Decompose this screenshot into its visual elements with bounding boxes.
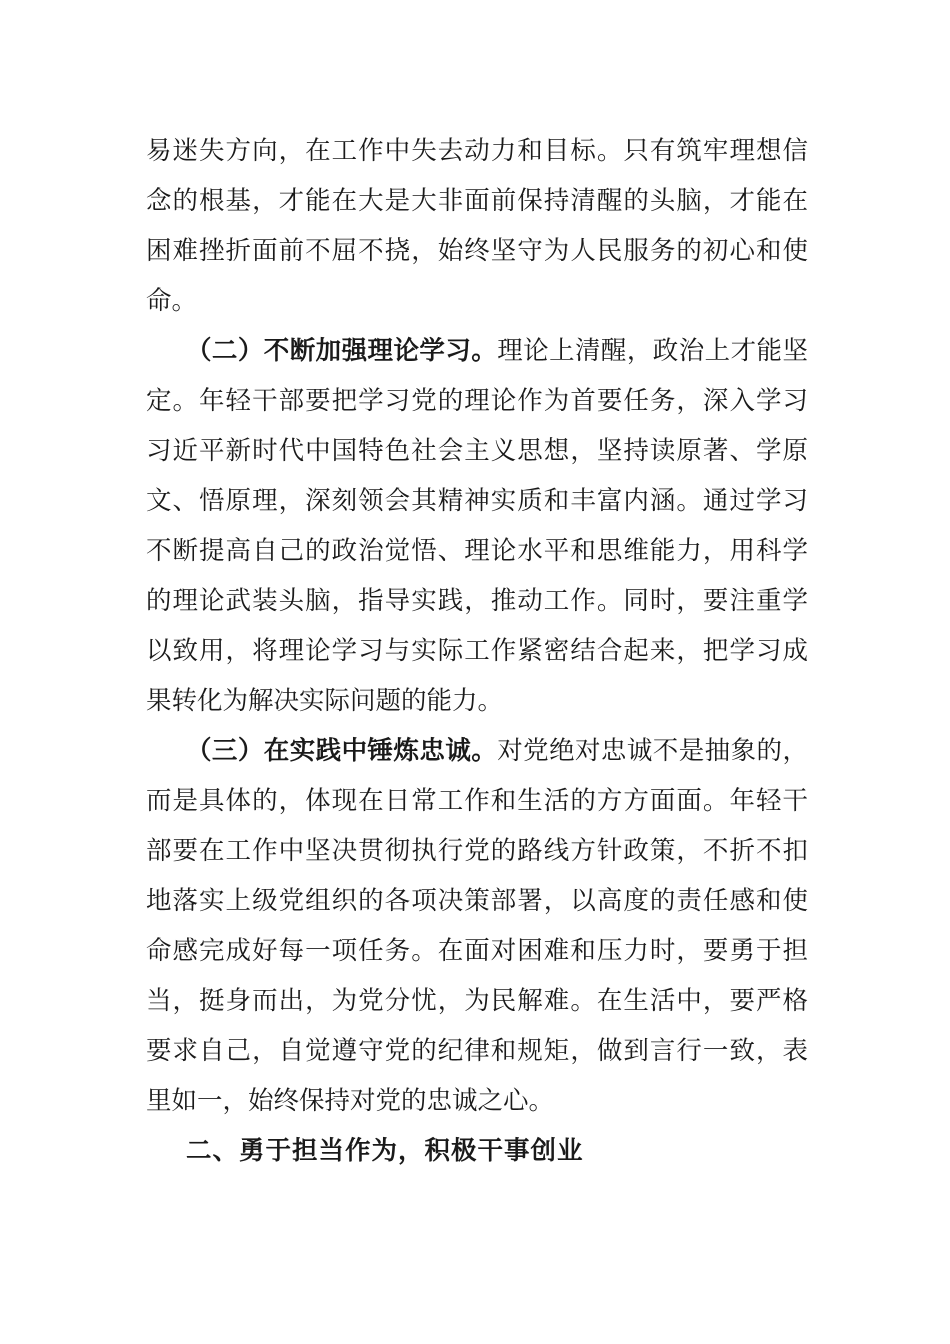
text-line: 部要在工作中坚决贯彻执行党的路线方针政策，不折不扣 [146, 836, 808, 866]
text-run: 理论上清醒，政治上才能坚 [497, 336, 808, 366]
subsection-heading: （二）不断加强理论学习。 [186, 336, 498, 366]
text-run: 对党绝对忠诚不是抽象的， [497, 736, 808, 766]
text-line: 定。年轻干部要把学习党的理论作为首要任务，深入学习 [146, 386, 808, 416]
text-line: 易迷失方向，在工作中失去动力和目标。只有筑牢理想信 [146, 136, 808, 166]
text-line: 而是具体的，体现在日常工作和生活的方方面面。年轻干 [146, 786, 808, 816]
text-line: 文、悟原理，深刻领会其精神实质和丰富内涵。通过学习 [146, 486, 808, 516]
document-page [146, 126, 808, 1176]
text-line [146, 326, 808, 376]
text-line: 果转化为解决实际问题的能力。 [146, 686, 504, 716]
text-line: 命感完成好每一项任务。在面对困难和压力时，要勇于担 [146, 936, 808, 966]
text-line: 命。 [146, 286, 198, 316]
text-line: 的理论武装头脑，指导实践，推动工作。同时，要注重学 [146, 586, 808, 616]
text-line: 要求自己，自觉遵守党的纪律和规矩，做到言行一致，表 [146, 1036, 808, 1066]
paragraph-ideals [146, 126, 808, 326]
paragraph-theory-study [146, 326, 808, 726]
text-line: 不断提高自己的政治觉悟、理论水平和思维能力，用科学 [146, 536, 808, 566]
text-line: 念的根基，才能在大是大非面前保持清醒的头脑，才能在 [146, 186, 808, 216]
text-line: 当，挺身而出，为党分忧，为民解难。在生活中，要严格 [146, 986, 808, 1016]
text-line [146, 726, 808, 776]
text-line: 地落实上级党组织的各项决策部署，以高度的责任感和使 [146, 886, 808, 916]
text-line: 里如一，始终保持对党的忠诚之心。 [146, 1086, 555, 1116]
section-heading: 二、勇于担当作为，积极干事创业 [186, 1136, 584, 1166]
text-line: 以致用，将理论学习与实际工作紧密结合起来，把学习成 [146, 636, 808, 666]
subsection-heading: （三）在实践中锤炼忠诚。 [186, 736, 498, 766]
paragraph-loyalty-practice [146, 726, 808, 1126]
text-line: 困难挫折面前不屈不挠，始终坚守为人民服务的初心和使 [146, 236, 808, 266]
text-line: 习近平新时代中国特色社会主义思想，坚持读原著、学原 [146, 436, 808, 466]
